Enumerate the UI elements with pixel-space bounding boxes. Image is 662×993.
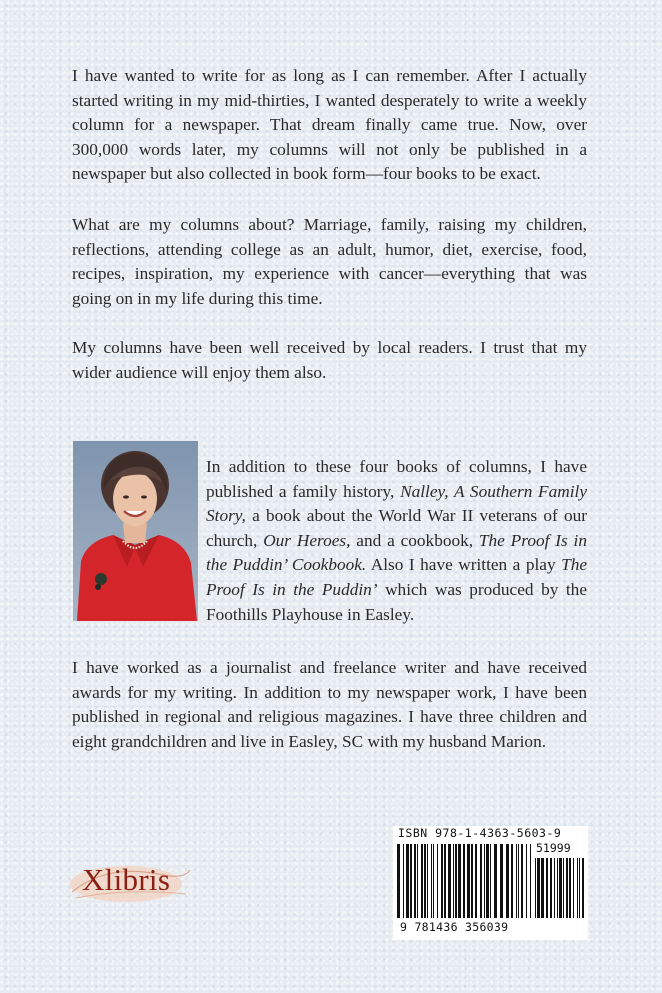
barcode-bar [506, 844, 509, 918]
barcode-bar [573, 858, 574, 918]
barcode-bar [494, 844, 497, 918]
author-portrait-icon [73, 441, 198, 621]
barcode-bar [414, 844, 416, 918]
barcode-bar [486, 844, 489, 918]
barcode-bar [559, 858, 562, 918]
barcode-bar [530, 844, 531, 918]
barcode-bar [441, 844, 443, 918]
bio-text-1: In addition to these four books of columns, I have published a family history, [206, 457, 587, 501]
barcode-bar [579, 858, 580, 918]
isbn-label: ISBN 978-1-4363-5603-9 [398, 826, 562, 840]
barcode-number: 9 781436 356039 [400, 920, 509, 934]
bio-text-5: which was produced by the Foothills Playhouse in Easley. [206, 579, 587, 624]
barcode-bar [437, 844, 438, 918]
barcode-bar [458, 844, 461, 918]
barcode-bar [471, 844, 473, 918]
barcode-bar [410, 844, 412, 918]
barcode-bar [431, 844, 432, 918]
barcode-bar [500, 844, 503, 918]
barcode-bar [577, 858, 578, 918]
barcode-bar [433, 844, 434, 918]
barcode-bar [569, 858, 571, 918]
book-title-nalley: Nalley, A Southern Family Story, [206, 481, 588, 526]
price-code-label: 51999 [536, 841, 571, 855]
barcode-bar [557, 858, 558, 918]
barcode-bar [467, 844, 470, 918]
barcode-bar [455, 844, 457, 918]
barcode-bar [417, 844, 418, 918]
barcode-bar [397, 844, 400, 918]
body-paragraph-3: My columns have been well received by local readers. I trust that my wider audience will enjoy them also. [72, 338, 587, 382]
barcode-bar [526, 844, 527, 918]
body-paragraph-1: I have wanted to write for as long as I can remember. After I actually started writing in my mid-thirties, I wanted desperately to write a weekly column for a newspaper. That dream finally came true. Now, over 300,000 words later, my columns will not only be published in a newspaper but also collected in book form—four books to be exact. [72, 66, 587, 184]
barcode-bar [537, 858, 540, 918]
body-paragraph-2: What are my columns about? Marriage, family, raising my children, reflections, attending college as an adult, humor, diet, exercise, food, recipes, inspiration, my experience with cancer—everything that was going on in my life during this time. [72, 215, 587, 308]
barcode-bar [546, 858, 548, 918]
barcode-bar [427, 844, 428, 918]
barcode-bar [453, 844, 454, 918]
publisher-logo: Xlibris [82, 862, 171, 897]
barcode-bar [448, 844, 451, 918]
barcode-bar [475, 844, 477, 918]
play-title: The Proof Is in the Puddin’ [206, 555, 587, 599]
barcode-bar [554, 858, 555, 918]
barcode-bar [424, 844, 426, 918]
barcode-bar [406, 844, 409, 918]
barcode-bar [535, 858, 536, 918]
barcode-bar [566, 858, 568, 918]
barcode-bar [403, 844, 404, 918]
barcode-bar [550, 858, 552, 918]
barcode-bar [490, 844, 491, 918]
barcode-bar [521, 844, 523, 918]
author-bio-paragraph [206, 455, 587, 627]
book-title-cookbook: The Proof Is in the Puddin’ Cookbook. [206, 530, 587, 575]
bio-text-3: and a cookbook, [350, 530, 479, 550]
bio-text-2: a book about the World War II veterans of our church, [206, 506, 587, 550]
barcode-bar [511, 844, 513, 918]
barcode-bar [463, 844, 465, 918]
barcode-bar [518, 844, 519, 918]
barcode-bar [582, 858, 584, 918]
barcode-bar [480, 844, 482, 918]
barcode-bar [444, 844, 446, 918]
barcode-bar [516, 844, 517, 918]
book-title-our-heroes: Our Heroes, [263, 530, 351, 550]
barcode-bar [541, 858, 544, 918]
body-paragraph-5: I have worked as a journalist and freelance writer and have received awards for my writing. In addition to my newspaper work, I have been published in regional and religious magazines. I have three children and eight grandchildren and live in Easley, SC with my husband Marion. [72, 658, 587, 751]
barcode-bar [484, 844, 485, 918]
author-photo [73, 441, 198, 621]
bio-text-4: Also I have written a play [366, 555, 562, 575]
barcode-bar [563, 858, 564, 918]
barcode-bar [421, 844, 423, 918]
